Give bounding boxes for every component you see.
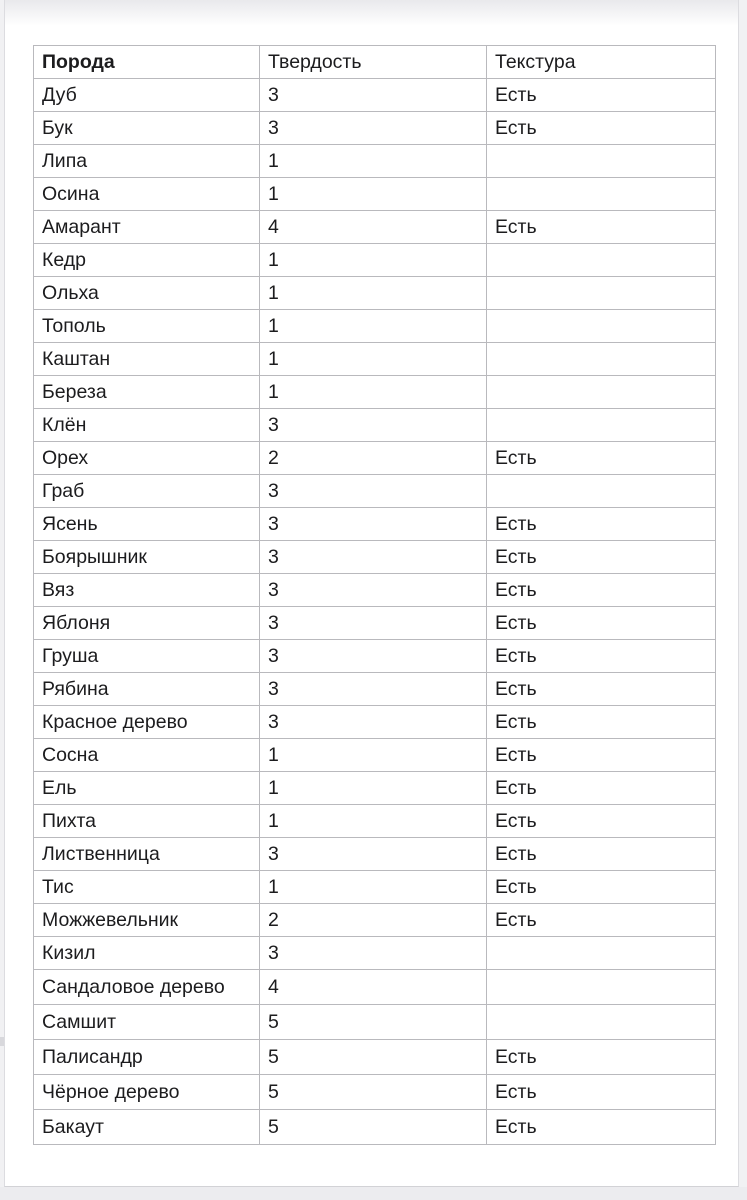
cell-hardness: 5 — [260, 1075, 487, 1110]
cell-hardness: 3 — [260, 640, 487, 673]
cell-texture — [487, 145, 716, 178]
cell-breed: Каштан — [34, 343, 260, 376]
table-row — [34, 706, 716, 739]
table-row — [34, 1110, 716, 1145]
cell-breed: Яблоня — [34, 607, 260, 640]
cell-hardness: 5 — [260, 1110, 487, 1145]
cell-texture: Есть — [487, 1040, 716, 1075]
cell-breed: Сандаловое дерево — [34, 970, 260, 1005]
cell-hardness: 4 — [260, 970, 487, 1005]
cell-hardness: 3 — [260, 409, 487, 442]
cell-texture: Есть — [487, 640, 716, 673]
cell-breed: Орех — [34, 442, 260, 475]
cell-hardness: 1 — [260, 739, 487, 772]
table-row — [34, 871, 716, 904]
table-row — [34, 376, 716, 409]
table-row — [34, 442, 716, 475]
table-row — [34, 673, 716, 706]
cell-breed: Липа — [34, 145, 260, 178]
table-body — [34, 79, 716, 1145]
table-row — [34, 1040, 716, 1075]
cell-texture — [487, 343, 716, 376]
cell-hardness: 1 — [260, 277, 487, 310]
cell-hardness: 1 — [260, 871, 487, 904]
cell-hardness: 1 — [260, 343, 487, 376]
cell-texture: Есть — [487, 607, 716, 640]
cell-hardness: 5 — [260, 1040, 487, 1075]
cell-hardness: 3 — [260, 508, 487, 541]
cell-breed: Граб — [34, 475, 260, 508]
cell-hardness: 3 — [260, 838, 487, 871]
table-row — [34, 805, 716, 838]
cell-texture — [487, 310, 716, 343]
cell-texture — [487, 1005, 716, 1040]
table-row — [34, 475, 716, 508]
cell-breed: Палисандр — [34, 1040, 260, 1075]
cell-hardness: 3 — [260, 79, 487, 112]
table-row — [34, 640, 716, 673]
cell-breed: Амарант — [34, 211, 260, 244]
cell-breed: Ель — [34, 772, 260, 805]
table-row — [34, 112, 716, 145]
table-row — [34, 145, 716, 178]
cell-breed: Груша — [34, 640, 260, 673]
header-breed: Порода — [34, 46, 260, 79]
cell-texture: Есть — [487, 211, 716, 244]
cell-breed: Клён — [34, 409, 260, 442]
cell-texture — [487, 376, 716, 409]
cell-hardness: 2 — [260, 442, 487, 475]
cell-breed: Сосна — [34, 739, 260, 772]
cell-texture: Есть — [487, 112, 716, 145]
cell-breed: Кизил — [34, 937, 260, 970]
cell-breed: Бакаут — [34, 1110, 260, 1145]
table-row — [34, 607, 716, 640]
cell-hardness: 5 — [260, 1005, 487, 1040]
page-edge-mark — [0, 1037, 4, 1046]
cell-texture — [487, 277, 716, 310]
cell-hardness: 2 — [260, 904, 487, 937]
cell-hardness: 1 — [260, 244, 487, 277]
table-row — [34, 838, 716, 871]
top-shadow — [5, 0, 738, 26]
cell-texture: Есть — [487, 739, 716, 772]
cell-hardness: 3 — [260, 706, 487, 739]
cell-breed: Красное дерево — [34, 706, 260, 739]
cell-breed: Осина — [34, 178, 260, 211]
cell-hardness: 3 — [260, 475, 487, 508]
cell-breed: Ольха — [34, 277, 260, 310]
cell-hardness: 3 — [260, 541, 487, 574]
cell-breed: Тис — [34, 871, 260, 904]
cell-texture: Есть — [487, 673, 716, 706]
cell-hardness: 1 — [260, 178, 487, 211]
table-row — [34, 1005, 716, 1040]
cell-hardness: 1 — [260, 145, 487, 178]
cell-breed: Дуб — [34, 79, 260, 112]
cell-texture: Есть — [487, 79, 716, 112]
cell-hardness: 1 — [260, 310, 487, 343]
cell-hardness: 3 — [260, 937, 487, 970]
table-row — [34, 937, 716, 970]
cell-breed: Можжевельник — [34, 904, 260, 937]
cell-breed: Ясень — [34, 508, 260, 541]
cell-texture: Есть — [487, 904, 716, 937]
cell-texture: Есть — [487, 541, 716, 574]
cell-breed: Тополь — [34, 310, 260, 343]
table-row — [34, 244, 716, 277]
table-row — [34, 970, 716, 1005]
table-row — [34, 772, 716, 805]
cell-texture: Есть — [487, 508, 716, 541]
table-row — [34, 409, 716, 442]
cell-texture: Есть — [487, 772, 716, 805]
table-row — [34, 277, 716, 310]
header-hardness: Твердость — [260, 46, 487, 79]
cell-texture: Есть — [487, 1075, 716, 1110]
cell-breed: Вяз — [34, 574, 260, 607]
cell-texture: Есть — [487, 706, 716, 739]
cell-texture: Есть — [487, 871, 716, 904]
cell-hardness: 1 — [260, 376, 487, 409]
cell-breed: Чёрное дерево — [34, 1075, 260, 1110]
table-row — [34, 178, 716, 211]
table-row — [34, 310, 716, 343]
cell-texture: Есть — [487, 838, 716, 871]
cell-hardness: 3 — [260, 607, 487, 640]
table-header-row — [34, 46, 716, 79]
table-row — [34, 574, 716, 607]
cell-texture — [487, 475, 716, 508]
table-row — [34, 739, 716, 772]
cell-texture: Есть — [487, 574, 716, 607]
table-row — [34, 343, 716, 376]
table-row — [34, 904, 716, 937]
table-row — [34, 211, 716, 244]
cell-breed: Рябина — [34, 673, 260, 706]
cell-texture — [487, 178, 716, 211]
cell-hardness: 3 — [260, 673, 487, 706]
cell-hardness: 3 — [260, 574, 487, 607]
cell-hardness: 4 — [260, 211, 487, 244]
table-row — [34, 1075, 716, 1110]
header-texture: Текстура — [487, 46, 716, 79]
cell-texture — [487, 970, 716, 1005]
cell-hardness: 1 — [260, 772, 487, 805]
cell-texture — [487, 937, 716, 970]
table-row — [34, 508, 716, 541]
table-row — [34, 541, 716, 574]
cell-texture: Есть — [487, 805, 716, 838]
cell-texture — [487, 409, 716, 442]
cell-breed: Береза — [34, 376, 260, 409]
cell-hardness: 3 — [260, 112, 487, 145]
cell-breed: Самшит — [34, 1005, 260, 1040]
cell-hardness: 1 — [260, 805, 487, 838]
bottom-strip — [0, 1187, 747, 1200]
cell-texture: Есть — [487, 442, 716, 475]
cell-breed: Пихта — [34, 805, 260, 838]
cell-texture — [487, 244, 716, 277]
cell-breed: Бук — [34, 112, 260, 145]
cell-breed: Лиственница — [34, 838, 260, 871]
cell-breed: Кедр — [34, 244, 260, 277]
cell-texture: Есть — [487, 1110, 716, 1145]
cell-breed: Боярышник — [34, 541, 260, 574]
table-row — [34, 79, 716, 112]
wood-hardness-table — [33, 45, 716, 1145]
